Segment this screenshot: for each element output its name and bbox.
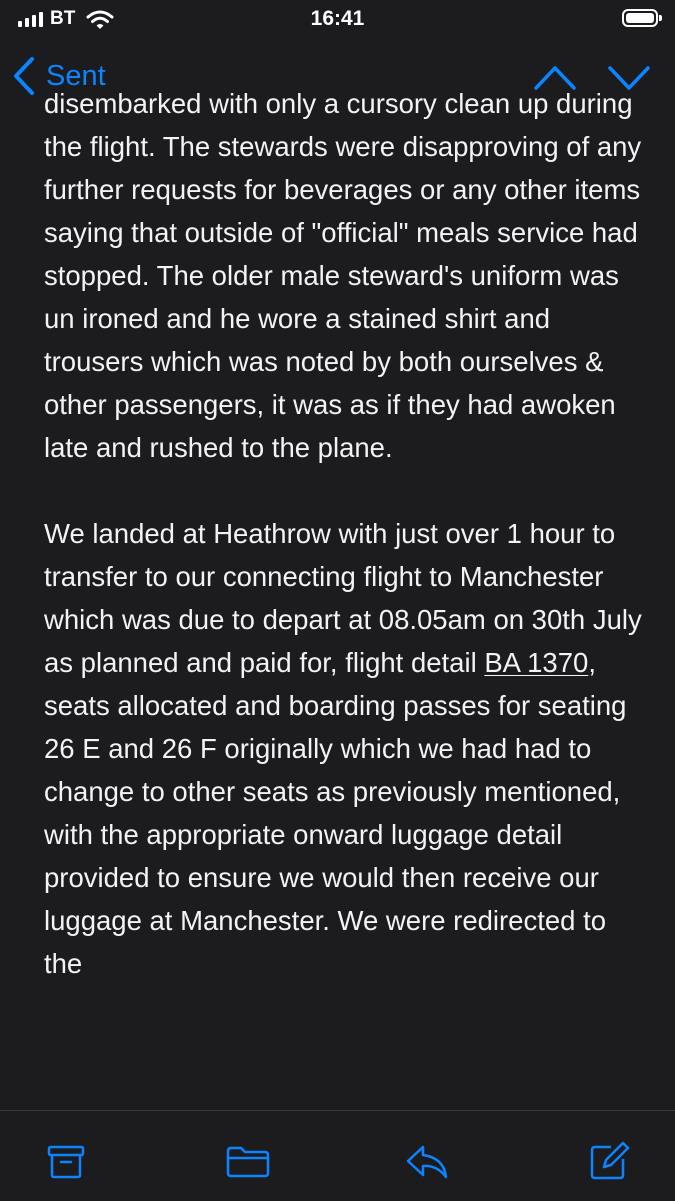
reply-icon	[405, 1139, 449, 1183]
paragraph-1: disembarked with only a cursory clean up during the flight. The stewards were disapproving of any further requests for beverages or any other items saying that outside of "official" meals service had stopped. The older male steward's uniform was un ironed and he wore a stained shirt and trousers which was noted by both ourselves & other passengers, it was as if they had awoken late and rushed to the plane.	[44, 88, 642, 463]
paragraph-2-text: We landed at Heathrow with just over 1 hour to transfer to our connecting flight to Manchester which was due to depart at 08.05am on 30th July as planned and paid for, flight detail	[44, 518, 642, 678]
reply-button[interactable]	[405, 1139, 449, 1183]
move-to-folder-button[interactable]	[226, 1139, 270, 1183]
flight-number-link[interactable]: BA 1370	[484, 647, 589, 678]
chevron-left-icon	[12, 56, 36, 96]
folder-icon	[226, 1139, 270, 1183]
status-bar	[0, 0, 675, 40]
paragraph-2-text-cont: , seats allocated and boarding passes for seating 26 E and 26 F originally which we had had to change to other seats as previously mentioned, with the appropriate onward luggage detail provided to ensure we would then receive our luggage at Manchester. We were redirected to the	[44, 647, 627, 979]
battery-icon	[622, 9, 658, 27]
compose-button[interactable]	[587, 1139, 631, 1183]
message-text	[44, 82, 644, 985]
archive-button[interactable]	[44, 1139, 88, 1183]
bottom-toolbar	[0, 1110, 675, 1201]
archive-icon	[44, 1139, 88, 1183]
compose-icon	[587, 1139, 631, 1183]
paragraph-2	[44, 512, 644, 985]
back-label: Sent	[46, 59, 106, 92]
carrier-label: BT	[50, 8, 76, 29]
email-body[interactable]	[0, 88, 675, 1110]
status-time: 16:41	[310, 7, 365, 30]
